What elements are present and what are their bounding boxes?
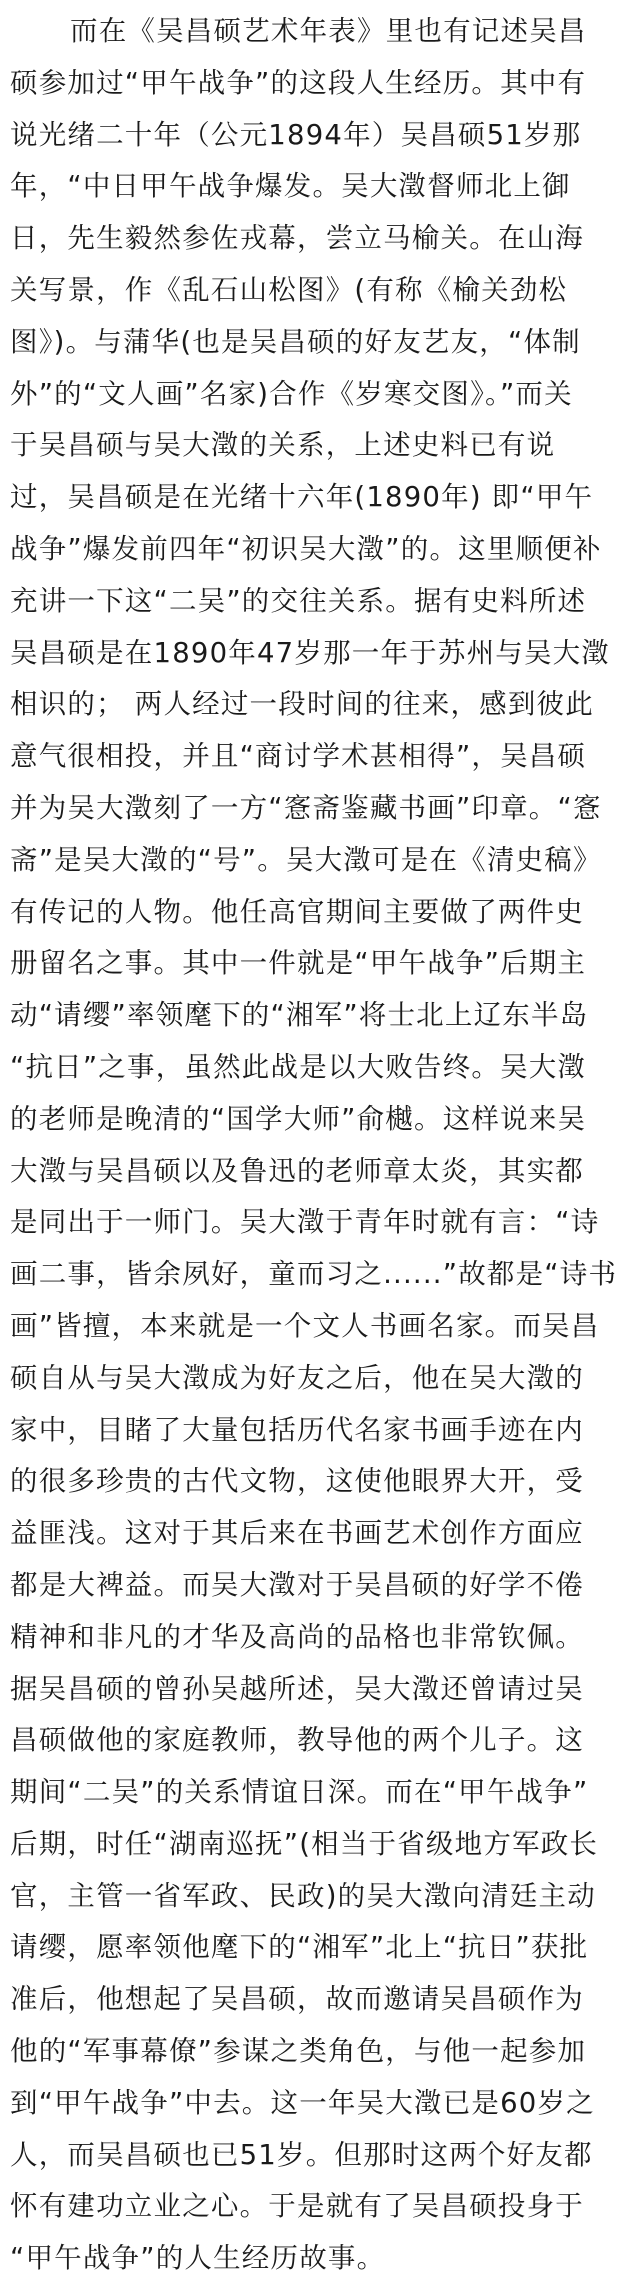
text-line: 益匪浅。这对于其后来在书画艺术创作方面应 [10,1517,584,1550]
text-line: 昌硕做他的家庭教师，教导他的两个儿子。这 [10,1724,584,1757]
text-line: 意气很相投，并且“商讨学术甚相得”，吴昌硕 [10,740,587,773]
text-line: 相识的； 两人经过一段时间的往来，感到彼此 [10,688,594,721]
text-line: 请缨，愿率领他麾下的“湘军”北上“抗日”获批 [10,1931,589,1964]
text-line: 吴昌硕是在1890年47岁那一年于苏州与吴大澂 [10,636,611,669]
text-line: 册留名之事。其中一件就是“甲午战争”后期主 [10,947,587,980]
text-line: 战争”爆发前四年“初识吴大澂”的。这里顺便补 [10,532,602,565]
text-line: 有传记的人物。他任高官期间主要做了两件史 [10,895,584,928]
text-line: 图》)。与蒲华(也是吴昌硕的好友艺友，“体制 [10,325,581,358]
text-line: 精神和非凡的才华及高尚的品格也非常钦佩。 [10,1620,584,1653]
text-line: 到“甲午战争”中去。这一年吴大澂已是60岁之 [10,2086,595,2119]
text-line: 大澂与吴昌硕以及鲁迅的老师章太炎，其实都 [10,1154,584,1187]
text-line: 他的“军事幕僚”参谋之类角色，与他一起参加 [10,2035,587,2068]
text-line: 准后，他想起了吴昌硕，故而邀请吴昌硕作为 [10,1983,584,2016]
text-line: 都是大裨益。而吴大澂对于吴昌硕的好学不倦 [10,1568,584,1601]
text-line: 是同出于一师门。吴大澂于青年时就有言：“诗 [10,1206,600,1239]
text-line: 并为吴大澂刻了一方“愙斋鉴藏书画”印章。“愙 [10,791,602,824]
text-line: 日，先生毅然参佐戎幕，尝立马榆关。在山海 [10,222,584,255]
text-line: 怀有建功立业之心。于是就有了吴昌硕投身于 [10,2190,584,2223]
text-line: 而在《吴昌硕艺术年表》里也有记述吴昌 [70,15,587,47]
text-line: 硕自从与吴大澂成为好友之后，他在吴大澂的 [10,1361,584,1394]
text-line: 于吴昌硕与吴大澂的关系，上述史料已有说 [10,429,556,462]
text-line: 年，“中日甲午战争爆发。吴大澂督师北上御 [10,170,571,203]
text-line: 外”的“文人画”名家)合作《岁寒交图》。”而关 [10,377,573,410]
text-line: 斋”是吴大澂的“号”。吴大澂可是在《清史稿》 [10,843,602,876]
text-line: 家中，目睹了大量包括历代名家书画手迹在内 [10,1413,584,1446]
text-line: 期间“二吴”的关系情谊日深。而在“甲午战争” [10,1776,589,1809]
text-line: 据吴昌硕的曾孙吴越所述，吴大澂还曾请过吴 [10,1672,584,1705]
text-line: 画二事，皆余夙好，童而习之......”故都是“诗书 [10,1258,618,1291]
text-line: 的很多珍贵的古代文物，这使他眼界大开，受 [10,1465,584,1498]
text-line: “甲午战争”的人生经历故事。 [10,2242,386,2275]
text-line: 后期，时任“湖南巡抚”(相当于省级地方军政长 [10,1827,599,1860]
text-line: 动“请缨”率领麾下的“湘军”将士北上辽东半岛 [10,999,589,1032]
text-line: 硕参加过“甲午战争”的这段人生经历。其中有 [10,66,587,99]
text-line: “抗日”之事，虽然此战是以大败告终。吴大澂 [10,1050,587,1083]
text-line: 的老师是晚清的“国学大师”俞樾。这样说来吴 [10,1102,587,1135]
text-line: 画”皆擅，本来就是一个文人书画名家。而吴昌 [10,1309,600,1342]
text-line: 官，主管一省军政、民政)的吴大澂向清廷主动 [10,1879,596,1912]
text-line: 过，吴昌硕是在光绪十六年(1890年) 即“甲午 [10,481,594,514]
text-line: 人，而吴昌硕也已51岁。但那时这两个好友都 [10,2138,593,2171]
text-line: 充讲一下这“二吴”的交往关系。据有史料所述 [10,584,587,617]
text-line: 说光绪二十年（公元1894年）吴昌硕51岁那 [10,118,582,151]
text-line: 关写景，作《乱石山松图》(有称《榆关劲松 [10,273,568,306]
